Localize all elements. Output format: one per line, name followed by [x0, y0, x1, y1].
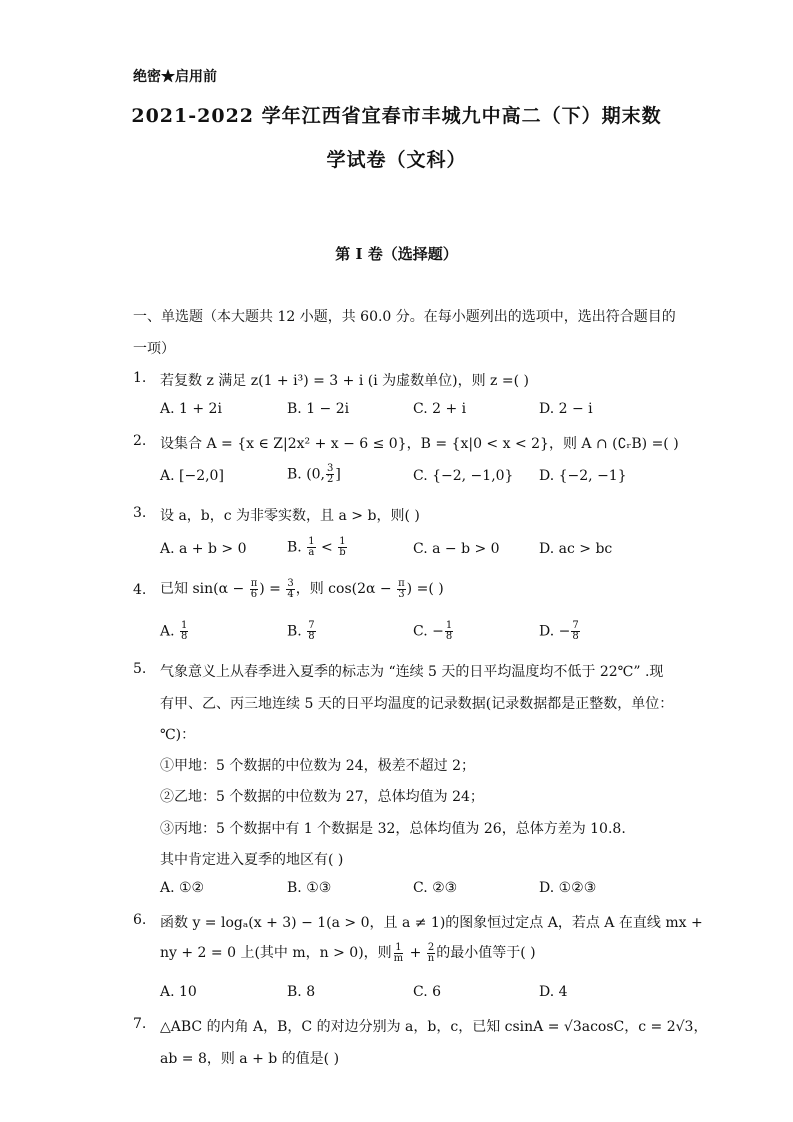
option-prefix: A. — [160, 623, 180, 640]
q6-stem-line2-part2: + — [405, 945, 426, 961]
option-prefix: D. − — [539, 623, 571, 640]
fraction-denominator: 4 — [287, 588, 294, 600]
fraction-denominator: 3 — [398, 588, 405, 600]
q3-option-d: D. ac > bc — [539, 541, 613, 557]
q4-stem-part1: 已知 sin(α − — [160, 581, 249, 597]
q1-option-d: D. 2 − i — [539, 401, 593, 417]
instructions-line1: 一、单选题（本大题共 12 小题，共 60.0 分。在每小题列出的选项中，选出符合题目的 — [133, 309, 676, 325]
q1-option-c: C. 2 + i — [413, 401, 467, 417]
fraction-numerator: π — [250, 577, 258, 589]
fraction-denominator: 8 — [572, 631, 579, 642]
q1-option-a: A. 1 + 2i — [160, 401, 222, 417]
option-prefix: C. − — [413, 623, 444, 640]
fraction-denominator: n — [427, 952, 435, 964]
fraction-numerator: 1 — [308, 536, 315, 547]
q7-stem-line2: ab = 8，则 a + b 的值是( ) — [160, 1051, 340, 1067]
fraction-denominator: b — [339, 547, 346, 558]
q4-fraction-3 — [397, 579, 406, 600]
q6-fraction-2 — [427, 943, 435, 964]
q3-stem: 设 a，b，c 为非零实数，且 a > b，则( ) — [160, 508, 420, 524]
section-heading: 第 I 卷（选择题） — [335, 245, 458, 263]
fraction-numerator: 7 — [572, 620, 579, 631]
fraction-denominator: a — [308, 547, 315, 558]
q2-option-b-fraction — [326, 464, 334, 485]
fraction-denominator: 8 — [445, 631, 453, 642]
q5-condition-3: ③丙地：5 个数据中有 1 个数据是 32，总体均值为 26，总体方差为 10.8. — [160, 821, 626, 837]
q6-stem-line1: 函数 y = logₐ(x + 3) − 1(a > 0，且 a ≠ 1)的图象恒过定点 A，若点 A 在直线 mx + — [160, 915, 703, 931]
q6-stem-line2-part3: 的最小值等于( ) — [436, 945, 536, 961]
q1-number: 1. — [133, 370, 147, 386]
q5-stem-line3: ℃)： — [160, 727, 196, 743]
q4-option-b-fraction — [307, 621, 315, 642]
exam-title-line1: 2021-2022 学年江西省宜春市丰城九中高二（下）期末数 — [131, 105, 662, 127]
fraction-numerator: 1 — [339, 536, 346, 547]
q4-stem-part2: ) = — [259, 581, 286, 597]
fraction-numerator: 2 — [427, 941, 435, 953]
q2-number: 2. — [133, 433, 147, 449]
q2-option-b — [287, 464, 341, 485]
option-prefix: B. — [287, 623, 307, 640]
q4-option-a-fraction — [180, 621, 188, 642]
q1-stem: 若复数 z 满足 z(1 + i³) = 3 + i (i 为虚数单位)，则 z =( ) — [160, 373, 529, 389]
q5-option-c: C. ②③ — [413, 880, 458, 896]
q4-option-a — [160, 621, 189, 642]
instructions-line2: 一项） — [133, 341, 175, 357]
q2-option-a: A. [−2,0] — [160, 468, 224, 484]
q4-stem-part4: ) =( ) — [406, 581, 444, 597]
q3-option-b-fraction-1 — [307, 537, 315, 558]
q5-condition-2: ②乙地：5 个数据的中位数为 27，总体均值为 24； — [160, 789, 484, 805]
fraction-numerator: 3 — [327, 463, 334, 474]
q6-number: 6. — [133, 912, 147, 928]
fraction-denominator: m — [393, 952, 404, 964]
q4-option-d — [539, 621, 581, 642]
q5-option-b: B. ①③ — [287, 880, 332, 896]
q6-option-b: B. 8 — [287, 984, 316, 1000]
q7-number: 7. — [133, 1016, 147, 1032]
q3-option-b — [287, 537, 348, 558]
q5-condition-1: ①甲地：5 个数据的中位数为 24，极差不超过 2； — [160, 758, 475, 774]
fraction-numerator: 1 — [395, 941, 402, 953]
q5-question: 其中肯定进入夏季的地区有( ) — [160, 852, 344, 868]
q4-stem-part3: ，则 cos(2α − — [295, 581, 397, 597]
q6-fraction-1 — [393, 943, 404, 964]
fraction-denominator: 8 — [181, 631, 188, 642]
q1-option-b: B. 1 − 2i — [287, 401, 350, 417]
q4-fraction-1 — [250, 579, 259, 600]
q3-option-b-fraction-2 — [338, 537, 346, 558]
q2-option-b-suffix: ] — [335, 466, 341, 483]
q4-option-d-fraction — [571, 621, 579, 642]
fraction-numerator: π — [398, 577, 405, 589]
q4-number: 4. — [133, 582, 147, 598]
q4-option-b — [287, 621, 317, 642]
q5-stem-line2: 有甲、乙、丙三地连续 5 天的日平均温度的记录数据(记录数据都是正整数，单位： — [160, 696, 674, 712]
q2-option-b-prefix: B. (0, — [287, 466, 326, 483]
q3-option-b-prefix: B. — [287, 539, 307, 556]
q5-stem-line1: 气象意义上从春季进入夏季的标志为 “连续 5 天的日平均温度均不低于 22℃” .现 — [160, 664, 664, 680]
q4-stem — [160, 578, 444, 600]
q5-option-a: A. ①② — [160, 880, 205, 896]
fraction-numerator: 7 — [308, 620, 315, 631]
exam-title-line2: 学试卷（文科） — [326, 149, 467, 171]
q6-option-d: D. 4 — [539, 984, 568, 1000]
q7-stem-line1: △ABC 的内角 A，B，C 的对边分别为 a，b，c，已知 csinA = √3acosC，c = 2√3， — [160, 1019, 708, 1035]
q4-option-c-fraction — [445, 621, 453, 642]
fraction-denominator: 2 — [327, 474, 334, 485]
q5-option-d: D. ①②③ — [539, 880, 597, 896]
fraction-numerator: 1 — [181, 620, 188, 631]
q4-option-c — [413, 621, 454, 642]
fraction-numerator: 1 — [445, 620, 453, 631]
q4-fraction-2 — [286, 579, 294, 600]
fraction-denominator: 6 — [250, 588, 258, 600]
q3-option-b-relation: < — [316, 539, 338, 556]
q5-number: 5. — [133, 661, 147, 677]
fraction-denominator: 8 — [308, 631, 315, 642]
q6-option-c: C. 6 — [413, 984, 442, 1000]
q3-option-c: C. a − b > 0 — [413, 541, 500, 557]
q3-option-a: A. a + b > 0 — [160, 541, 247, 557]
q6-stem-line2 — [160, 942, 536, 964]
q6-option-a: A. 10 — [160, 984, 197, 1000]
confidential-mark: 绝密★启用前 — [133, 69, 217, 85]
q2-stem: 设集合 A = {x ∈ Z|2x² + x − 6 ≤ 0}，B = {x|0 < x < 2}，则 A ∩ (∁ᵣB) =( ) — [160, 436, 679, 452]
q2-option-c: C. {−2, −1,0} — [413, 468, 514, 484]
q3-number: 3. — [133, 505, 147, 521]
q6-stem-line2-part1: ny + 2 = 0 上(其中 m，n > 0)，则 — [160, 945, 392, 961]
q2-option-d: D. {−2, −1} — [539, 468, 627, 484]
fraction-numerator: 3 — [287, 577, 294, 589]
